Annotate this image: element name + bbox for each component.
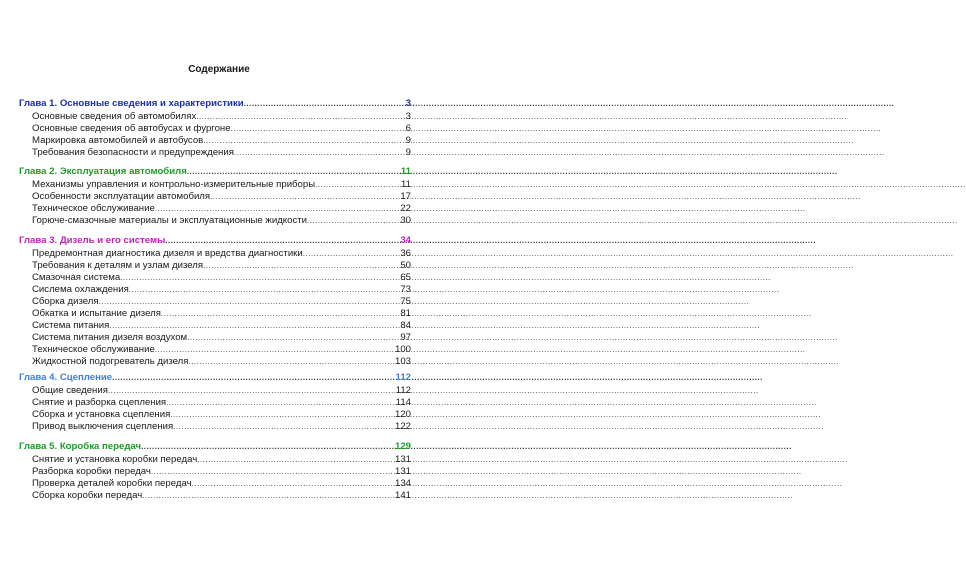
page-number: 141 — [394, 490, 411, 501]
page-number: 120 — [394, 409, 411, 420]
toc-entry[interactable] — [19, 454, 411, 466]
dot-leader — [99, 296, 400, 308]
dot-leader — [141, 441, 394, 453]
page-number: 9 — [405, 135, 411, 146]
toc-entry[interactable] — [19, 478, 411, 490]
dot-leader — [170, 409, 394, 421]
dot-leader — [187, 332, 399, 344]
entry-title: Основные сведения об автобусах и фургоне — [32, 123, 231, 134]
toc-entry[interactable] — [19, 308, 411, 320]
dot-leader — [129, 284, 400, 296]
dot-leader — [120, 272, 399, 284]
dot-leader — [188, 356, 394, 368]
page-number: 84 — [400, 320, 411, 331]
page-number: 75 — [400, 296, 411, 307]
entry-title: Техническое обслуживание — [32, 203, 155, 214]
toc-entry[interactable] — [19, 356, 411, 368]
entry-title: Маркировка автомобилей и автобусов — [32, 135, 204, 146]
entry-title: Требования безопасности и предупреждения — [32, 147, 234, 158]
dot-leader — [155, 344, 394, 356]
dot-leader — [142, 490, 394, 502]
entry-title: Механизмы управления и контрольно-измерительные приборы — [32, 179, 316, 190]
page-number: 34 — [400, 235, 411, 246]
toc-entry[interactable] — [19, 135, 411, 147]
chapter-heading[interactable] — [19, 441, 411, 453]
dot-leader — [307, 215, 399, 227]
entry-title: Горюче-смазочные материалы и эксплуатационные жидкости — [32, 215, 307, 226]
dot-leader — [166, 397, 395, 409]
toc-entry[interactable] — [19, 191, 411, 203]
dot-leader — [244, 98, 405, 110]
dot-leader — [108, 385, 395, 397]
toc-entry[interactable] — [19, 123, 411, 135]
dot-leader — [231, 123, 405, 135]
entry-title: Жидкостной подогреватель дизеля — [32, 356, 189, 367]
chapter-heading[interactable] — [19, 372, 411, 384]
chapter-2 — [19, 166, 411, 227]
entry-title: Смазочная система — [32, 272, 121, 283]
entry-title: Особенности эксплуатации автомобиля — [32, 191, 211, 202]
toc-entry[interactable] — [19, 111, 411, 123]
dot-leader — [197, 454, 394, 466]
page-number: 65 — [400, 272, 411, 283]
dot-leader — [203, 260, 399, 272]
chapter-title: Глава 1. Основные сведения и характеристики — [19, 98, 244, 109]
entry-title: Снятие и установка коробки передач — [32, 454, 198, 465]
page-number: 11 — [401, 179, 411, 190]
chapter-title: Глава 2. Эксплуатация автомобиля — [19, 166, 187, 177]
page-number: 112 — [395, 372, 411, 383]
page-number: 11 — [400, 166, 411, 177]
dot-leader — [315, 179, 400, 191]
toc-entry[interactable] — [19, 296, 411, 308]
toc-entry[interactable] — [19, 385, 411, 397]
page-number: 131 — [394, 466, 411, 477]
page-number: 134 — [394, 478, 411, 489]
dot-leader — [210, 191, 399, 203]
dot-leader — [112, 372, 394, 384]
page-number: 81 — [400, 308, 411, 319]
dot-leader — [303, 248, 400, 260]
page-number: 6 — [405, 123, 411, 134]
chapter-4 — [19, 372, 411, 433]
page-number: 17 — [400, 191, 411, 202]
page-number: 3 — [405, 111, 411, 122]
entry-title: Техническое обслуживание — [32, 344, 155, 355]
toc-entry[interactable] — [19, 179, 411, 191]
entry-title: Система питания дизеля воздухом — [32, 332, 188, 343]
page-number: 129 — [394, 441, 411, 452]
dot-leader — [192, 478, 394, 490]
entry-title: Разборка коробки передач — [32, 466, 151, 477]
toc-entry[interactable] — [19, 272, 411, 284]
toc-entry[interactable] — [19, 320, 411, 332]
toc-entry[interactable] — [19, 344, 411, 356]
chapter-1 — [19, 98, 411, 159]
entry-title: Обкатка и испытание дизеля — [32, 308, 161, 319]
page-number: 114 — [395, 397, 411, 408]
page-number: 3 — [405, 98, 411, 109]
chapter-heading[interactable] — [19, 166, 411, 178]
entry-title: Требования к деталям и узлам дизеля — [32, 260, 204, 271]
dot-leader — [173, 421, 394, 433]
dot-leader — [109, 320, 399, 332]
page-number: 36 — [400, 248, 411, 259]
toc-entry[interactable] — [19, 332, 411, 344]
entry-title: Предремонтная диагностика дизеля и вредства диагностики — [32, 248, 303, 259]
dot-leader — [165, 235, 399, 247]
chapter-3 — [19, 235, 411, 368]
entry-title: Система питания — [32, 320, 110, 331]
toc-entry[interactable] — [19, 466, 411, 478]
dot-leader — [151, 466, 394, 478]
page-number: 50 — [400, 260, 411, 271]
page-title: Содержание — [188, 64, 250, 75]
toc-entry[interactable] — [19, 215, 411, 227]
chapter-heading[interactable] — [19, 98, 411, 110]
chapter-5 — [19, 441, 411, 502]
dot-leader — [196, 111, 404, 123]
chapter-title: Глава 5. Коробка передач — [19, 441, 142, 452]
chapter-heading[interactable] — [19, 235, 411, 247]
toc-entry[interactable] — [19, 284, 411, 296]
page-number: 103 — [394, 356, 411, 367]
page-number: 97 — [400, 332, 411, 343]
entry-title: Сислема охлаждения — [32, 284, 129, 295]
page-number: 30 — [400, 215, 411, 226]
entry-title: Сборка дизеля — [32, 296, 99, 307]
toc-entry[interactable] — [19, 421, 411, 433]
toc-entry[interactable] — [19, 147, 411, 159]
dot-leader — [234, 147, 405, 159]
entry-title: Основные сведения об автомобилях — [32, 111, 197, 122]
chapter-title: Глава 3. Дизель и его системы — [19, 235, 166, 246]
page-number: 22 — [400, 203, 411, 214]
toc-entry[interactable] — [19, 397, 411, 409]
dot-leader — [187, 166, 400, 178]
dot-leader — [155, 203, 400, 215]
page-number: 73 — [400, 284, 411, 295]
entry-title: Сборка коробки передач — [32, 490, 143, 501]
entry-title: Сборка и установка сцепления — [32, 409, 171, 420]
page-number: 100 — [394, 344, 411, 355]
toc-entry[interactable] — [19, 203, 411, 215]
dot-leader — [161, 308, 399, 320]
toc-entry[interactable] — [19, 409, 411, 421]
entry-title: Снятие и разборка сцепления — [32, 397, 167, 408]
page-number: 122 — [394, 421, 411, 432]
dot-leader — [203, 135, 404, 147]
toc-entry[interactable] — [19, 248, 411, 260]
toc-entry[interactable] — [19, 490, 411, 502]
page-number: 112 — [395, 385, 411, 396]
entry-title: Проверка деталей коробки передач — [32, 478, 192, 489]
page-number: 9 — [405, 147, 411, 158]
toc-entry[interactable] — [19, 260, 411, 272]
chapter-title: Глава 4. Сцепление — [19, 372, 113, 383]
entry-title: Привод выключения сцепления — [32, 421, 174, 432]
page-number: 131 — [394, 454, 411, 465]
entry-title: Общие сведения — [32, 385, 108, 396]
